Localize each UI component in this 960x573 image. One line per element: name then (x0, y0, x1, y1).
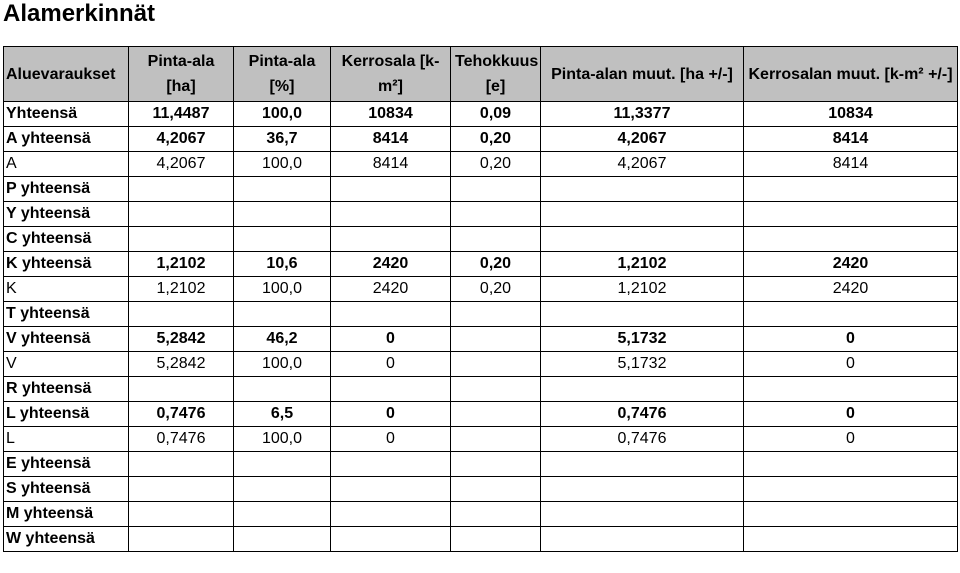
row-label: Yhteensä (4, 102, 129, 127)
row-label: A (4, 152, 129, 177)
row-label: S yhteensä (4, 477, 129, 502)
row-label: Y yhteensä (4, 202, 129, 227)
table-cell: 0,7476 (129, 427, 234, 452)
column-header: Pinta-ala [%] (234, 47, 331, 102)
table-cell (541, 177, 744, 202)
table-cell (129, 502, 234, 527)
table-cell: 8414 (744, 152, 958, 177)
table-cell (451, 302, 541, 327)
table-cell (331, 477, 451, 502)
table-cell (744, 452, 958, 477)
table-cell: 10834 (331, 102, 451, 127)
table-row (4, 402, 958, 427)
row-label: L yhteensä (4, 402, 129, 427)
table-cell: 100,0 (234, 152, 331, 177)
table-cell: 0,20 (451, 277, 541, 302)
table-cell (129, 177, 234, 202)
table-cell (331, 302, 451, 327)
table-cell: 1,2102 (541, 277, 744, 302)
table-cell (331, 452, 451, 477)
table-cell (451, 202, 541, 227)
table-cell (744, 377, 958, 402)
table-cell (331, 227, 451, 252)
table-cell (451, 527, 541, 552)
table-header-row (4, 47, 958, 102)
table-cell (129, 302, 234, 327)
table-cell: 5,2842 (129, 327, 234, 352)
table-cell (331, 377, 451, 402)
table-cell (331, 177, 451, 202)
table-cell (541, 527, 744, 552)
table-cell (234, 377, 331, 402)
table-cell (129, 377, 234, 402)
table-cell (451, 452, 541, 477)
table-cell (451, 502, 541, 527)
table-cell: 0,09 (451, 102, 541, 127)
table-cell (744, 227, 958, 252)
table-cell: 100,0 (234, 277, 331, 302)
table-cell: 1,2102 (541, 252, 744, 277)
table-cell (541, 502, 744, 527)
row-label: W yhteensä (4, 527, 129, 552)
table-cell: 0 (744, 327, 958, 352)
table-cell (541, 477, 744, 502)
table-cell: 1,2102 (129, 277, 234, 302)
table-cell (234, 302, 331, 327)
table-row (4, 377, 958, 402)
table-cell: 0 (331, 352, 451, 377)
table-cell: 4,2067 (541, 152, 744, 177)
table-cell: 0,20 (451, 152, 541, 177)
table-cell (744, 202, 958, 227)
table-cell (451, 377, 541, 402)
table-cell (129, 477, 234, 502)
row-label: M yhteensä (4, 502, 129, 527)
table-row (4, 102, 958, 127)
table-cell (451, 477, 541, 502)
table-cell: 2420 (331, 277, 451, 302)
table-cell (451, 177, 541, 202)
table-row (4, 327, 958, 352)
table-row (4, 252, 958, 277)
table-row (4, 302, 958, 327)
table-cell: 10,6 (234, 252, 331, 277)
table-cell (234, 202, 331, 227)
table-cell (129, 202, 234, 227)
row-label: T yhteensä (4, 302, 129, 327)
row-label: C yhteensä (4, 227, 129, 252)
table-cell: 0 (331, 327, 451, 352)
table-row (4, 127, 958, 152)
table-row (4, 277, 958, 302)
table-cell: 4,2067 (129, 127, 234, 152)
table-cell (744, 302, 958, 327)
table-cell: 10834 (744, 102, 958, 127)
column-header: Aluevaraukset (4, 47, 129, 102)
table-cell (234, 527, 331, 552)
row-label: L (4, 427, 129, 452)
land-use-table (3, 46, 958, 552)
table-cell: 1,2102 (129, 252, 234, 277)
column-header: Pinta-ala [ha] (129, 47, 234, 102)
table-row (4, 227, 958, 252)
row-label: V (4, 352, 129, 377)
table-cell: 2420 (331, 252, 451, 277)
table-cell: 11,4487 (129, 102, 234, 127)
table-row (4, 452, 958, 477)
row-label: K (4, 277, 129, 302)
table-cell: 0,20 (451, 252, 541, 277)
table-cell: 8414 (331, 127, 451, 152)
table-cell: 11,3377 (541, 102, 744, 127)
table-cell: 36,7 (234, 127, 331, 152)
table-cell: 5,2842 (129, 352, 234, 377)
row-label: P yhteensä (4, 177, 129, 202)
table-cell (541, 452, 744, 477)
table-cell: 4,2067 (541, 127, 744, 152)
table-cell (451, 352, 541, 377)
table-cell (129, 227, 234, 252)
table-cell (541, 227, 744, 252)
table-cell (451, 427, 541, 452)
row-label: R yhteensä (4, 377, 129, 402)
table-row (4, 477, 958, 502)
table-cell: 0,7476 (541, 402, 744, 427)
table-cell (129, 527, 234, 552)
row-label: K yhteensä (4, 252, 129, 277)
table-cell: 0,7476 (541, 427, 744, 452)
table-cell (234, 227, 331, 252)
table-cell (541, 377, 744, 402)
table-cell: 46,2 (234, 327, 331, 352)
column-header: Tehokkuus [e] (451, 47, 541, 102)
table-row (4, 352, 958, 377)
table-cell (451, 327, 541, 352)
table-cell: 0 (744, 427, 958, 452)
table-cell: 5,1732 (541, 352, 744, 377)
table-cell: 0 (744, 352, 958, 377)
table-cell (331, 202, 451, 227)
row-label: V yhteensä (4, 327, 129, 352)
table-cell (234, 177, 331, 202)
table-cell: 4,2067 (129, 152, 234, 177)
table-cell (331, 502, 451, 527)
table-cell: 2420 (744, 252, 958, 277)
table-row (4, 527, 958, 552)
table-cell (744, 477, 958, 502)
table-cell: 100,0 (234, 102, 331, 127)
table-cell: 8414 (744, 127, 958, 152)
table-cell: 0 (744, 402, 958, 427)
table-cell: 0 (331, 427, 451, 452)
table-row (4, 177, 958, 202)
table-row (4, 427, 958, 452)
table-cell (541, 202, 744, 227)
table-cell: 8414 (331, 152, 451, 177)
table-cell (744, 177, 958, 202)
page-title: Alamerkinnät (3, 0, 156, 27)
table-cell (451, 402, 541, 427)
table-cell (331, 527, 451, 552)
table-row (4, 152, 958, 177)
table-cell (541, 302, 744, 327)
table-cell (744, 502, 958, 527)
table-cell: 100,0 (234, 427, 331, 452)
table-cell: 5,1732 (541, 327, 744, 352)
table-cell (129, 452, 234, 477)
table-cell: 6,5 (234, 402, 331, 427)
table-cell: 0 (331, 402, 451, 427)
column-header: Kerrosalan muut. [k-m² +/-] (744, 47, 958, 102)
table-cell (234, 502, 331, 527)
table-row (4, 202, 958, 227)
row-label: E yhteensä (4, 452, 129, 477)
table-cell (744, 527, 958, 552)
table-cell (234, 477, 331, 502)
table-cell: 2420 (744, 277, 958, 302)
table-cell (234, 452, 331, 477)
table-cell: 0,7476 (129, 402, 234, 427)
column-header: Kerrosala [k-m²] (331, 47, 451, 102)
table-cell: 100,0 (234, 352, 331, 377)
table-cell: 0,20 (451, 127, 541, 152)
row-label: A yhteensä (4, 127, 129, 152)
table-row (4, 502, 958, 527)
table-cell (451, 227, 541, 252)
column-header: Pinta-alan muut. [ha +/-] (541, 47, 744, 102)
